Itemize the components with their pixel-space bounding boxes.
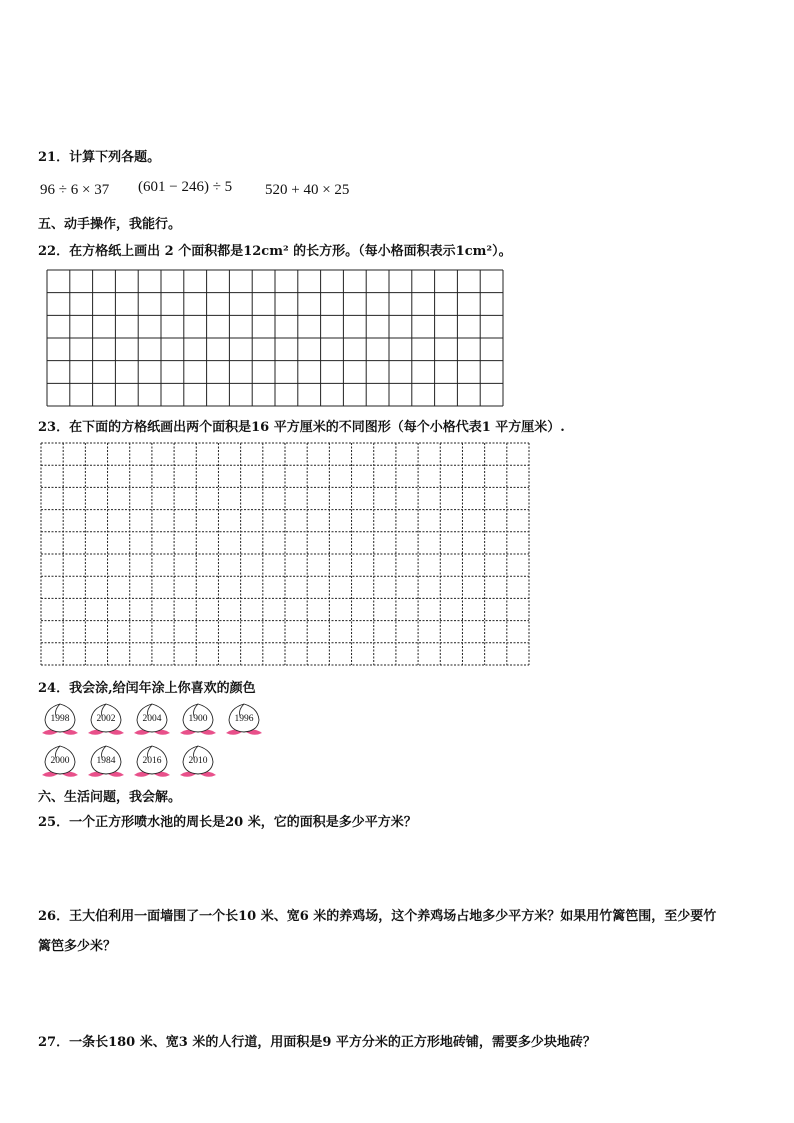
peach-year-label: 2002 (96, 714, 116, 724)
peach-year-label: 1984 (96, 756, 116, 766)
peach-year-1998[interactable] (38, 700, 82, 740)
question-23-title: 23．在下面的方格纸画出两个面积是16 平方厘米的不同图形（每个小格代表1 平方厘米）. (38, 420, 565, 435)
section-6-heading: 六、生活问题，我会解。 (38, 790, 182, 805)
peach-year-1900[interactable] (176, 700, 220, 740)
peach-year-label: 2010 (188, 756, 208, 766)
peach-year-label: 1996 (234, 714, 254, 724)
peach-year-label: 1900 (188, 714, 208, 724)
square-grid-solid (46, 269, 504, 407)
expression-3: 520 + 40 × 25 (265, 182, 350, 198)
question-26-line-2: 篱笆多少米？ (38, 939, 117, 954)
question-25-text: 25．一个正方形喷水池的周长是20 米，它的面积是多少平方米？ (38, 815, 417, 830)
question-22-title: 22．在方格纸上画出 2 个面积都是12cm² 的长方形。（每小格面积表示1cm²）。 (38, 244, 512, 259)
peach-row-2 (38, 742, 278, 784)
question-21-title: 21．计算下列各题。 (38, 150, 161, 165)
question-24-title: 24．我会涂,给闰年涂上你喜欢的颜色 (38, 681, 256, 696)
question-27-text: 27．一条长180 米、宽3 米的人行道，用面积是9 平方分米的正方形地砖铺，需要多少块地砖？ (38, 1035, 596, 1050)
peach-year-label: 1998 (50, 714, 70, 724)
square-grid-dashed (40, 442, 530, 666)
peach-year-1984[interactable] (84, 742, 128, 782)
section-5-heading: 五、动手操作，我能行。 (38, 217, 182, 232)
peach-year-2010[interactable] (176, 742, 220, 782)
question-26-line-1: 26．王大伯利用一面墙围了一个长10 米、宽6 米的养鸡场，这个养鸡场占地多少平方米？如果用竹篱笆围，至少要竹 (38, 909, 717, 924)
peach-row-1 (38, 700, 278, 742)
peach-year-1996[interactable] (222, 700, 266, 740)
expression-1: 96 ÷ 6 × 37 (40, 182, 110, 198)
expression-2: (601 − 246) ÷ 5 (138, 179, 233, 195)
peach-year-label: 2004 (142, 714, 162, 724)
peach-year-2004[interactable] (130, 700, 174, 740)
peach-year-label: 2016 (142, 756, 162, 766)
peach-year-2016[interactable] (130, 742, 174, 782)
peach-year-label: 2000 (50, 756, 70, 766)
peach-year-2002[interactable] (84, 700, 128, 740)
peach-year-2000[interactable] (38, 742, 82, 782)
